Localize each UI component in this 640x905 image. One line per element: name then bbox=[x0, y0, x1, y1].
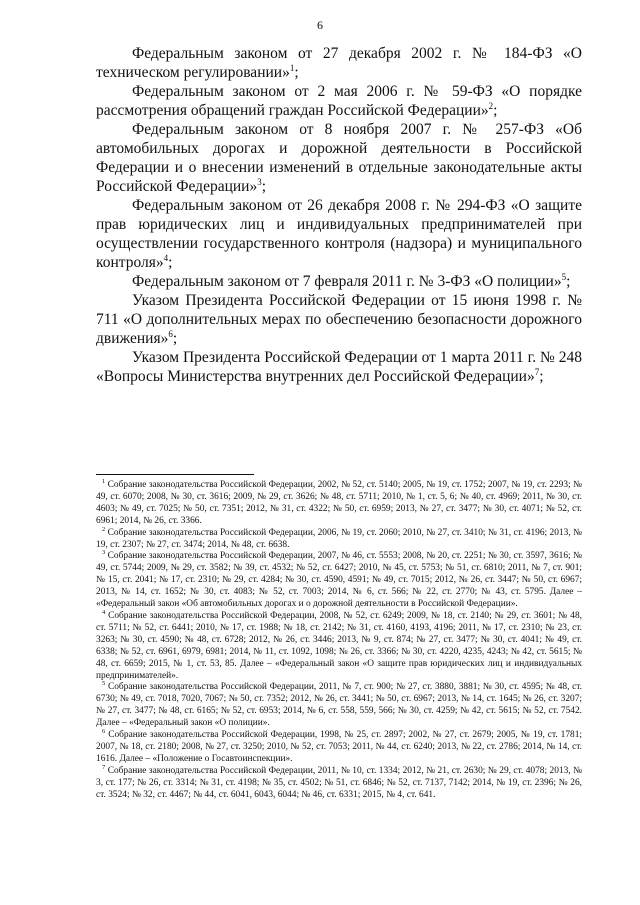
paragraph-text: Указом Президента Российской Федерации от 1 марта 2011 г. № 248 «Вопросы Министерства внутренних дел Российской Федерации» bbox=[96, 349, 582, 385]
footnote-text: Собрание законодательства Российской Федерации, 2007, № 46, ст. 5553; 2008, № 20, ст. 2251; № 30, ст. 3597, 3616; № 49, ст. 5744; 2009, № 29, ст. 3582; № 39, ст. 4532; № 52, ст. 6427; 2010, № 45, ст. 5753; № 51, ст. 6810; 2011, № 7, ст. 901; № 15, ст. 2041; № 17, ст. 2310; № 29, ст. 4284; № 30, ст. 4590, 4591; № 49, ст. 7015; 2012, № 26, ст. 3447; № 50, ст. 6967; 2013, № 14, ст. 1652; № 30, ст. 4083; № 52, ст. 7003; 2014, № 6, ст. 566; № 22, ст. 2770; № 43, ст. 5795. Далее – «Федеральный закон «Об автомобильных дорогах и о дорожной деятельности в Российской Федерации». bbox=[96, 551, 582, 610]
footnote-5 bbox=[96, 682, 582, 730]
footnote-divider bbox=[96, 474, 254, 475]
footnote-ref[interactable]: 6 bbox=[168, 328, 173, 339]
paragraph-end: ; bbox=[294, 64, 299, 81]
footnote-ref[interactable]: 4 bbox=[163, 252, 169, 263]
footnote-3 bbox=[96, 551, 582, 611]
paragraph-text: Федеральным законом от 27 декабря 2002 г. № 184-ФЗ «О техническом регулировании» bbox=[96, 45, 582, 81]
footnote-number: 3 bbox=[102, 549, 106, 557]
paragraph-end: ; bbox=[493, 102, 498, 119]
footnote-text: Собрание законодательства Российской Федерации, 2011, № 10, ст. 1334; 2012, № 21, ст. 2630; № 29, ст. 4078; 2013, № 3, ст. 177; № 26, ст. 3314; № 31, ст. 4198; № 35, ст. 4502; № 51, ст. 6846; № 52, ст. 7137, 7142; 2014, № 19, ст. 2396; № 26, ст. 3524; № 32, ст. 4467; № 44, ст. 6041, 6043, 6044; № 46, ст. 6331; 2015, № 4, ст. 641. bbox=[96, 765, 582, 800]
paragraph-5 bbox=[96, 272, 582, 291]
footnote-number: 5 bbox=[102, 680, 106, 688]
footnote-text: Собрание законодательства Российской Федерации, 2002, № 52, ст. 5140; 2005, № 19, ст. 1752; 2007, № 19, ст. 2293; № 49, ст. 6070; 2008, № 30, ст. 3616; 2009, № 29, ст. 3626; № 48, ст. 5711; 2010, № 1, ст. 5, 6; № 40, ст. 4969; 2011, № 30, ст. 4603; № 49, ст. 7025; № 50, ст. 7351; 2012, № 31, ст. 4322; № 50, ст. 6959; 2013, № 27, ст. 3477; № 30, ст. 4071; № 52, ст. 6961; 2014, № 26, ст. 3366. bbox=[96, 480, 582, 526]
footnote-6 bbox=[96, 727, 582, 766]
footnote-number: 6 bbox=[102, 727, 106, 735]
footnote-number: 1 bbox=[102, 477, 106, 485]
footnote-text: Собрание законодательства Российской Федерации, 2008, № 52, ст. 6249; 2009, № 18, ст. 2140; № 29, ст. 3601; № 48, ст. 5711; № 52, ст. 6441; 2010, № 17, ст. 1988; № 18, ст. 2142; № 31, ст. 4160, 4193, 4196; 2011, № 17, ст. 2310; № 23, ст. 3263; № 30, ст. 4590; № 48, ст. 6728; 2012, № 26, ст. 3446; 2013, № 9, ст. 874; № 27, ст. 3477; № 30, ст. 4041; № 49, ст. 6338; № 52, ст. 6961, 6979, 6981; 2014, № 11, ст. 1092, 1098; № 26, ст. 3366; № 30, ст. 4220, 4235, 4243; № 42, ст. 5615; № 48, ст. 6659; 2015, № 1, ст. 53, 85. Далее – «Федеральный закон «О защите прав юридических лиц и индивидуальных предпринимателей». bbox=[96, 610, 583, 681]
paragraph-4 bbox=[96, 196, 582, 272]
footnote-ref[interactable]: 2 bbox=[488, 100, 494, 111]
paragraph-7 bbox=[96, 348, 582, 386]
footnote-number: 7 bbox=[102, 763, 106, 771]
footnote-1 bbox=[96, 477, 582, 528]
footnote-4 bbox=[96, 608, 583, 682]
footnote-text: Собрание законодательства Российской Федерации, 2011, № 7, ст. 900; № 27, ст. 3880, 3881; № 30, ст. 4595; № 48, ст. 6730; № 49, ст. 7018, 7020, 7067; № 50, ст. 7352; 2012, № 26, ст. 3441; № 50, ст. 6967; 2013, № 14, ст. 1645; № 26, ст. 3207; № 27, ст. 3477; № 48, ст. 6165; № 52, ст. 6953; 2014, № 6, ст. 558, 559, 566; № 30, ст. 4259; № 42, ст. 5615; № 52, ст. 7542. Далее – «Федеральный закон «О полиции». bbox=[96, 682, 582, 729]
paragraph-text: Указом Президента Российской Федерации от 15 июня 1998 г. № 711 «О дополнительных мерах по обеспечению безопасности дорожного движения» bbox=[96, 292, 582, 347]
body-text bbox=[96, 44, 582, 386]
paragraph-3 bbox=[96, 120, 582, 196]
paragraph-end: ; bbox=[539, 368, 544, 385]
footnote-text: Собрание законодательства Российской Федерации, 1998, № 25, ст. 2897; 2002, № 27, ст. 2679; 2005, № 19, ст. 1781; 2007, № 18, ст. 2180; 2008, № 27, ст. 3250; 2010, № 52, ст. 7053; 2011, № 44, ст. 6240; 2013, № 22, ст. 2786; 2014, № 14, ст. 1616. Далее – «Положение о Госавтоинспекции». bbox=[96, 730, 582, 764]
paragraph-text: Федеральным законом от 26 декабря 2008 г. № 294-ФЗ «О защите прав юридических лиц и индивидуальных предпринимателей при осуществлении государственного контроля (надзора) и муниципального контроля» bbox=[96, 197, 582, 271]
footnote-text: Собрание законодательства Российской Федерации, 2006, № 19, ст. 2060; 2010, № 27, ст. 3410; № 31, ст. 4196; 2013, № 19, ст. 2307; № 27, ст. 3474; 2014, № 48, ст. 6638. bbox=[96, 527, 582, 550]
footnote-ref[interactable]: 1 bbox=[289, 62, 295, 73]
footnote-number: 2 bbox=[102, 525, 106, 533]
footnote-2 bbox=[96, 525, 582, 552]
paragraph-1 bbox=[96, 44, 582, 82]
paragraph-2 bbox=[96, 82, 582, 120]
paragraph-text: Федеральным законом от 2 мая 2006 г. № 59-ФЗ «О порядке рассмотрения обращений граждан Российской Федерации» bbox=[96, 83, 582, 119]
paragraph-end: ; bbox=[261, 178, 267, 195]
paragraph-text: Федеральным законом от 7 февраля 2011 г. № 3-ФЗ «О полиции» bbox=[132, 273, 562, 290]
footnote-7 bbox=[96, 763, 582, 802]
paragraph-end: ; bbox=[566, 273, 571, 290]
footnote-ref[interactable]: 5 bbox=[561, 271, 567, 282]
paragraph-end: ; bbox=[168, 254, 173, 271]
page-number: 6 bbox=[317, 18, 323, 32]
footnote-ref[interactable]: 7 bbox=[534, 366, 540, 377]
paragraph-6 bbox=[96, 291, 582, 348]
paragraph-end: ; bbox=[172, 330, 178, 347]
footnote-number: 4 bbox=[102, 608, 106, 616]
paragraph-text: Федеральным законом от 8 ноября 2007 г. № 257-ФЗ «Об автомобильных дорогах и дорожной деятельности в Российской Федерации и о внесении изменений в отдельные законодательные акты Российской Федерации» bbox=[96, 121, 582, 195]
footnotes bbox=[96, 477, 583, 801]
footnote-ref[interactable]: 3 bbox=[257, 176, 262, 187]
